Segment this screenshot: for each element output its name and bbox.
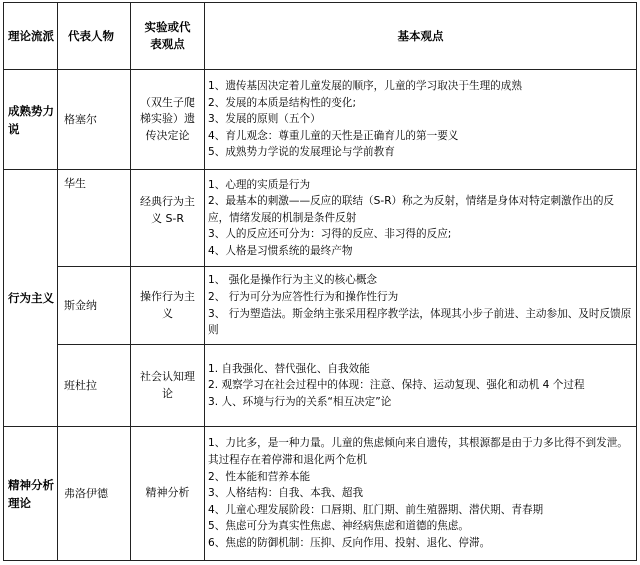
view-point: 3、人的反应还可分为：习得的反应、非习得的反应; <box>208 228 452 241</box>
theory-table <box>3 2 637 561</box>
school-behaviorism: 行为主义 <box>4 170 58 427</box>
views-skinner <box>205 267 637 345</box>
row-watson <box>4 170 637 267</box>
view-point: 4、人格是习惯系统的最终产物 <box>208 244 353 257</box>
theory-watson: 经典行为主义 S-R <box>131 170 205 267</box>
header-row <box>4 3 637 70</box>
view-point: 1、遗传基因决定着儿童发展的顺序，儿童的学习取决于生理的成熟 <box>208 80 522 93</box>
header-person: 代表人物 <box>58 3 131 70</box>
row-skinner <box>4 267 637 345</box>
view-point: 4、儿童心理发展阶段：口唇期、肛门期、前生殖器期、潜伏期、青春期 <box>208 503 544 516</box>
view-point: 1、 强化是操作行为主义的核心概念 <box>208 274 378 287</box>
person-skinner: 斯金纳 <box>58 267 131 345</box>
view-point: 1、心理的实质是行为 <box>208 178 311 191</box>
person-gesell: 格塞尔 <box>58 70 131 170</box>
view-point: 2. 观察学习在社会过程中的体现：注意、保持、运动复现、强化和动机 4 个过程 <box>208 379 585 392</box>
view-point: 3、人格结构：自我、本我、超我 <box>208 487 364 500</box>
view-point: 2、 行为可分为应答性行为和操作性行为 <box>208 290 399 303</box>
view-point: 4、育儿观念：尊重儿童的天性是正确育儿的第一要义 <box>208 129 459 142</box>
views-watson <box>205 170 637 267</box>
view-point: 5、焦虑可分为真实性焦虑、神经病焦虑和道德的焦虑。 <box>208 520 469 533</box>
row-bandura <box>4 345 637 427</box>
views-bandura <box>205 345 637 427</box>
person-bandura: 班杜拉 <box>58 345 131 427</box>
theory-skinner: 操作行为主义 <box>131 267 205 345</box>
theory-bandura: 社会认知理论 <box>131 345 205 427</box>
view-point: 2、性本能和营养本能 <box>208 470 311 483</box>
view-point: 3、发展的原则（五个） <box>208 113 321 126</box>
row-maturation <box>4 70 637 170</box>
header-school: 理论流派 <box>4 3 58 70</box>
header-theory: 实验或代表观点 <box>131 3 205 70</box>
school-maturation: 成熟势力说 <box>4 70 58 170</box>
theory-psychoanalysis: 精神分析 <box>131 427 205 561</box>
view-point: 1. 自我强化、替代强化、自我效能 <box>208 362 370 375</box>
header-views: 基本观点 <box>205 3 637 70</box>
view-point: 5、成熟势力学说的发展理论与学前教育 <box>208 146 395 159</box>
school-psychoanalysis: 精神分析理论 <box>4 427 58 561</box>
view-point: 3. 人、环境与行为的关系“相互决定”论 <box>208 395 392 408</box>
person-freud: 弗洛伊德 <box>58 427 131 561</box>
view-point: 6、焦虑的防御机制：压抑、反向作用、投射、退化、停滞。 <box>208 536 491 549</box>
view-point: 2、最基本的刺激——反应的联结（S-R）称之为反射，情绪是身体对特定刺激作出的反应，情绪发展的机制是条件反射 <box>208 195 615 224</box>
view-point: 2、发展的本质是结构性的变化; <box>208 96 357 109</box>
views-psychoanalysis <box>205 427 637 561</box>
person-watson: 华生 <box>58 170 131 267</box>
views-maturation <box>205 70 637 170</box>
view-point: 1、力比多，是一种力量。儿童的焦虑倾向来自遗传，其根源都是由于力多比得不到发泄。其过程存在着停滞和退化两个危机 <box>208 437 628 467</box>
theory-maturation: （双生子爬梯实验）遗传决定论 <box>131 70 205 170</box>
row-psychoanalysis <box>4 427 637 561</box>
view-point: 3、 行为塑造法。斯金纳主张采用程序教学法，体现其小步子前进、主动参加、及时反馈原则 <box>208 307 632 337</box>
